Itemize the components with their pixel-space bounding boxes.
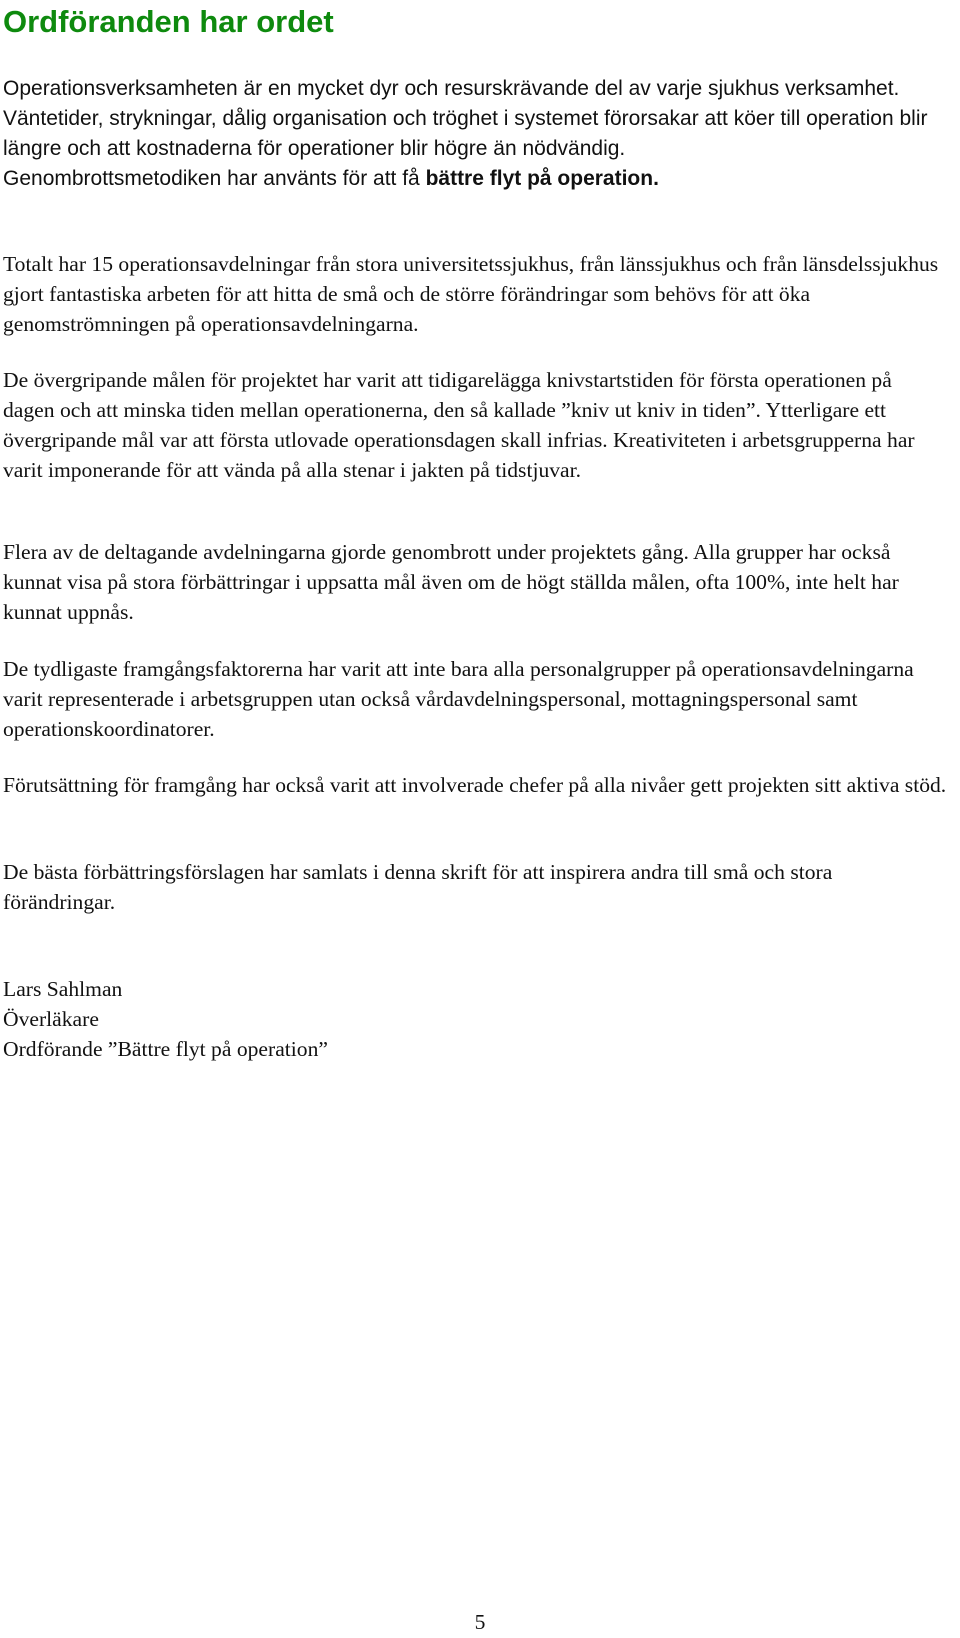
paragraph-text: De övergripande målen för projektet har varit att tidigarelägga knivstartstiden för första operationen på dagen och att minska tiden mellan operationerna, den så kallade ”kniv ut kniv in tiden”. Ytterligare ett övergripande mål var att första utlovade operationsdagen skall infrias. Kreativiteten i arbetsgrupperna har varit imponerande för att vända på alla stenar i jakten på tidstjuvar. [3, 368, 915, 482]
paragraph-management-support [3, 770, 948, 800]
paragraph-departments [3, 249, 948, 339]
signature-name: Lars Sahlman [3, 977, 123, 1001]
intro-paragraph [3, 74, 948, 194]
signature-title: Överläkare [3, 1007, 99, 1031]
paragraph-text: Totalt har 15 operationsavdelningar från stora universitetssjukhus, från länssjukhus och från länsdelssjukhus gjort fantastiska arbeten för att hitta de små och de större förändringar som behövs för att öka genomströmningen på operationsavdelningarna. [3, 252, 939, 336]
paragraph-text: Förutsättning för framgång har också varit att involverade chefer på alla nivåer gett projekten sitt aktiva stöd. [3, 773, 947, 797]
paragraph-text: De bästa förbättringsförslagen har samlats i denna skrift för att inspirera andra till små och stora förändringar. [3, 860, 833, 914]
intro-method-line [3, 164, 948, 194]
intro-text: Operationsverksamheten är en mycket dyr och resurskrävande del av varje sjukhus verksamhet. Väntetider, strykningar, dålig organisation och tröghet i systemet förorsakar att köer till operation blir längre och att kostnaderna för operationer blir högre än nödvändig. [3, 77, 928, 160]
intro-method-bold: bättre flyt på operation. [425, 167, 659, 190]
signature-block [3, 974, 948, 1064]
paragraph-text: De tydligaste framgångsfaktorerna har varit att inte bara alla personalgrupper på operationsavdelningarna varit representerade i arbetsgruppen utan också vårdavdelningspersonal, mottagningspersonal samt operationskoordinatorer. [3, 657, 914, 741]
paragraph-success-factors [3, 654, 948, 744]
paragraph-best-suggestions [3, 857, 948, 917]
paragraph-text: Flera av de deltagande avdelningarna gjorde genombrott under projektets gång. Alla grupper har också kunnat visa på stora förbättringar i uppsatta mål även om de högt ställda målen, ofta 100%, inte helt har kunnat uppnås. [3, 540, 899, 624]
signature-role: Ordförande ”Bättre flyt på operation” [3, 1037, 328, 1061]
paragraph-goals [3, 365, 948, 485]
page-title: Ordföranden har ordet [3, 4, 334, 39]
paragraph-breakthroughs [3, 537, 948, 627]
intro-method-prefix: Genombrottsmetodiken har använts för att få [3, 167, 426, 190]
page-number: 5 [474, 1610, 486, 1634]
